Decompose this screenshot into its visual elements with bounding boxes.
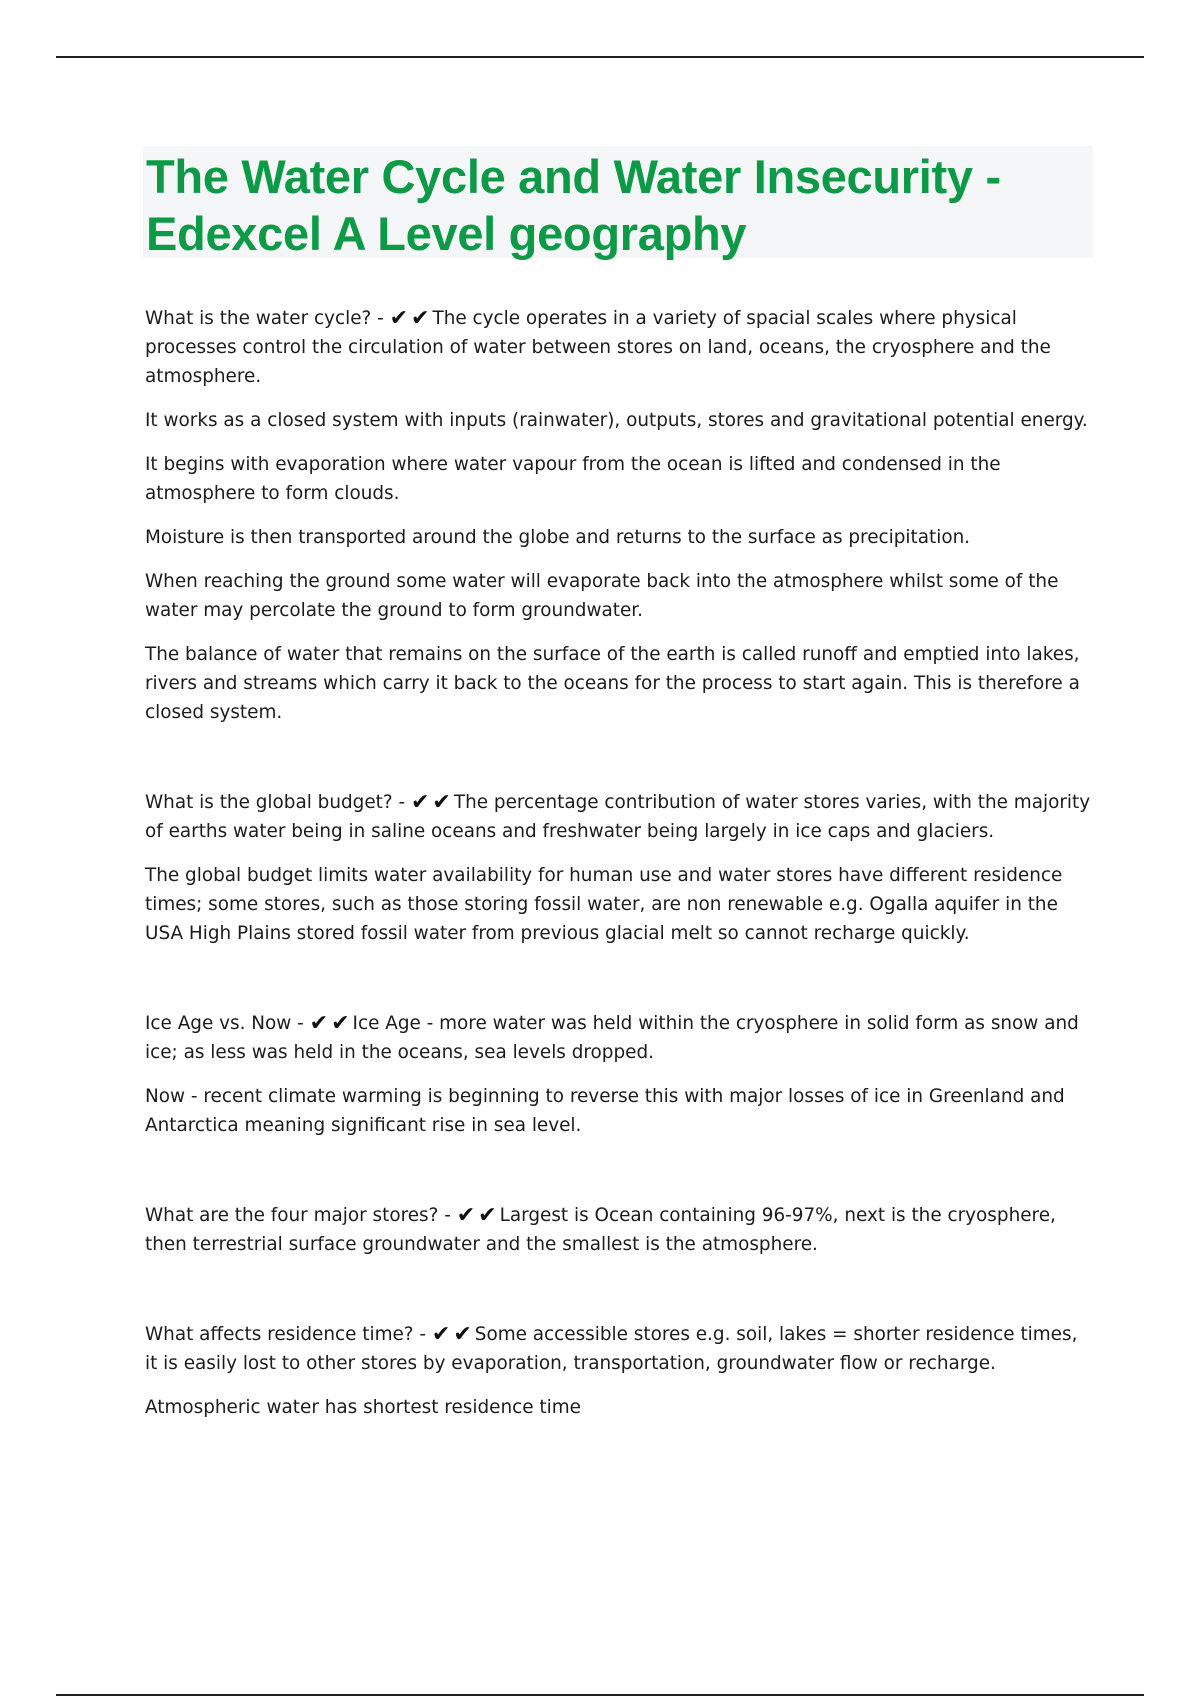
qa-item-major-stores <box>145 1201 1095 1259</box>
double-check-icon: ✔✔ <box>309 1011 353 1036</box>
answer-text: Largest is Ocean containing 96-97%, next is the cryosphere, then terrestrial surface groundwater and the smallest is the atmosphere. <box>145 1205 1056 1255</box>
top-rule <box>56 56 1144 58</box>
double-check-icon: ✔✔ <box>389 306 433 331</box>
double-check-icon: ✔✔ <box>410 790 454 815</box>
qa-first-paragraph <box>145 1009 1095 1067</box>
answer-text: The cycle operates in a variety of spacial scales where physical processes control the circulation of water between stores on land, oceans, the cryosphere and the atmosphere. <box>145 308 1051 387</box>
question-text: What affects residence time? - <box>145 1324 427 1345</box>
qa-item-water-cycle <box>145 304 1095 727</box>
answer-paragraph: Moisture is then transported around the globe and returns to the surface as precipitation. <box>145 527 971 548</box>
qa-item-global-budget <box>145 788 1095 948</box>
qa-item-ice-age <box>145 1009 1095 1140</box>
answer-text: Ice Age - more water was held within the cryosphere in solid form as snow and ice; as less was held in the oceans, sea levels dropped. <box>145 1013 1079 1063</box>
qa-first-paragraph <box>145 304 1095 391</box>
document-body <box>145 304 1095 1483</box>
answer-paragraph: It begins with evaporation where water vapour from the ocean is lifted and condensed in the atmosphere to form clouds. <box>145 454 1001 504</box>
answer-text: Some accessible stores e.g. soil, lakes = shorter residence times, it is easily lost to other stores by evaporation, transportation, groundwater flow or recharge. <box>145 1324 1078 1374</box>
answer-paragraph: It works as a closed system with inputs (rainwater), outputs, stores and gravitational potential energy. <box>145 410 1088 431</box>
answer-paragraph: Now - recent climate warming is beginning to reverse this with major losses of ice in Greenland and Antarctica meaning significant rise in sea level. <box>145 1086 1065 1136</box>
answer-paragraph: Atmospheric water has shortest residence time <box>145 1397 581 1418</box>
answer-paragraph: The global budget limits water availability for human use and water stores have different residence times; some stores, such as those storing fossil water, are non renewable e.g. Ogalla aquifer in the USA High Plains stored fossil water from previous glacial melt so cannot recharge quickly. <box>145 865 1063 944</box>
question-text: Ice Age vs. Now - <box>145 1013 304 1034</box>
qa-first-paragraph <box>145 1201 1095 1259</box>
double-check-icon: ✔✔ <box>431 1322 475 1347</box>
answer-text: The percentage contribution of water stores varies, with the majority of earths water being in saline oceans and freshwater being largely in ice caps and glaciers. <box>145 792 1091 842</box>
qa-item-residence-time <box>145 1320 1095 1422</box>
bottom-rule <box>56 1694 1144 1696</box>
double-check-icon: ✔✔ <box>456 1203 500 1228</box>
answer-paragraph: When reaching the ground some water will evaporate back into the atmosphere whilst some of the water may percolate the ground to form groundwater. <box>145 571 1059 621</box>
qa-first-paragraph <box>145 1320 1095 1378</box>
question-text: What is the water cycle? - <box>145 308 384 329</box>
document-title: The Water Cycle and Water Insecurity - Edexcel A Level geography <box>146 150 1001 260</box>
answer-paragraph: The balance of water that remains on the surface of the earth is called runoff and emptied into lakes, rivers and streams which carry it back to the oceans for the process to start again. This is therefore a closed system. <box>145 644 1080 723</box>
question-text: What is the global budget? - <box>145 792 406 813</box>
qa-first-paragraph <box>145 788 1095 846</box>
question-text: What are the four major stores? - <box>145 1205 451 1226</box>
